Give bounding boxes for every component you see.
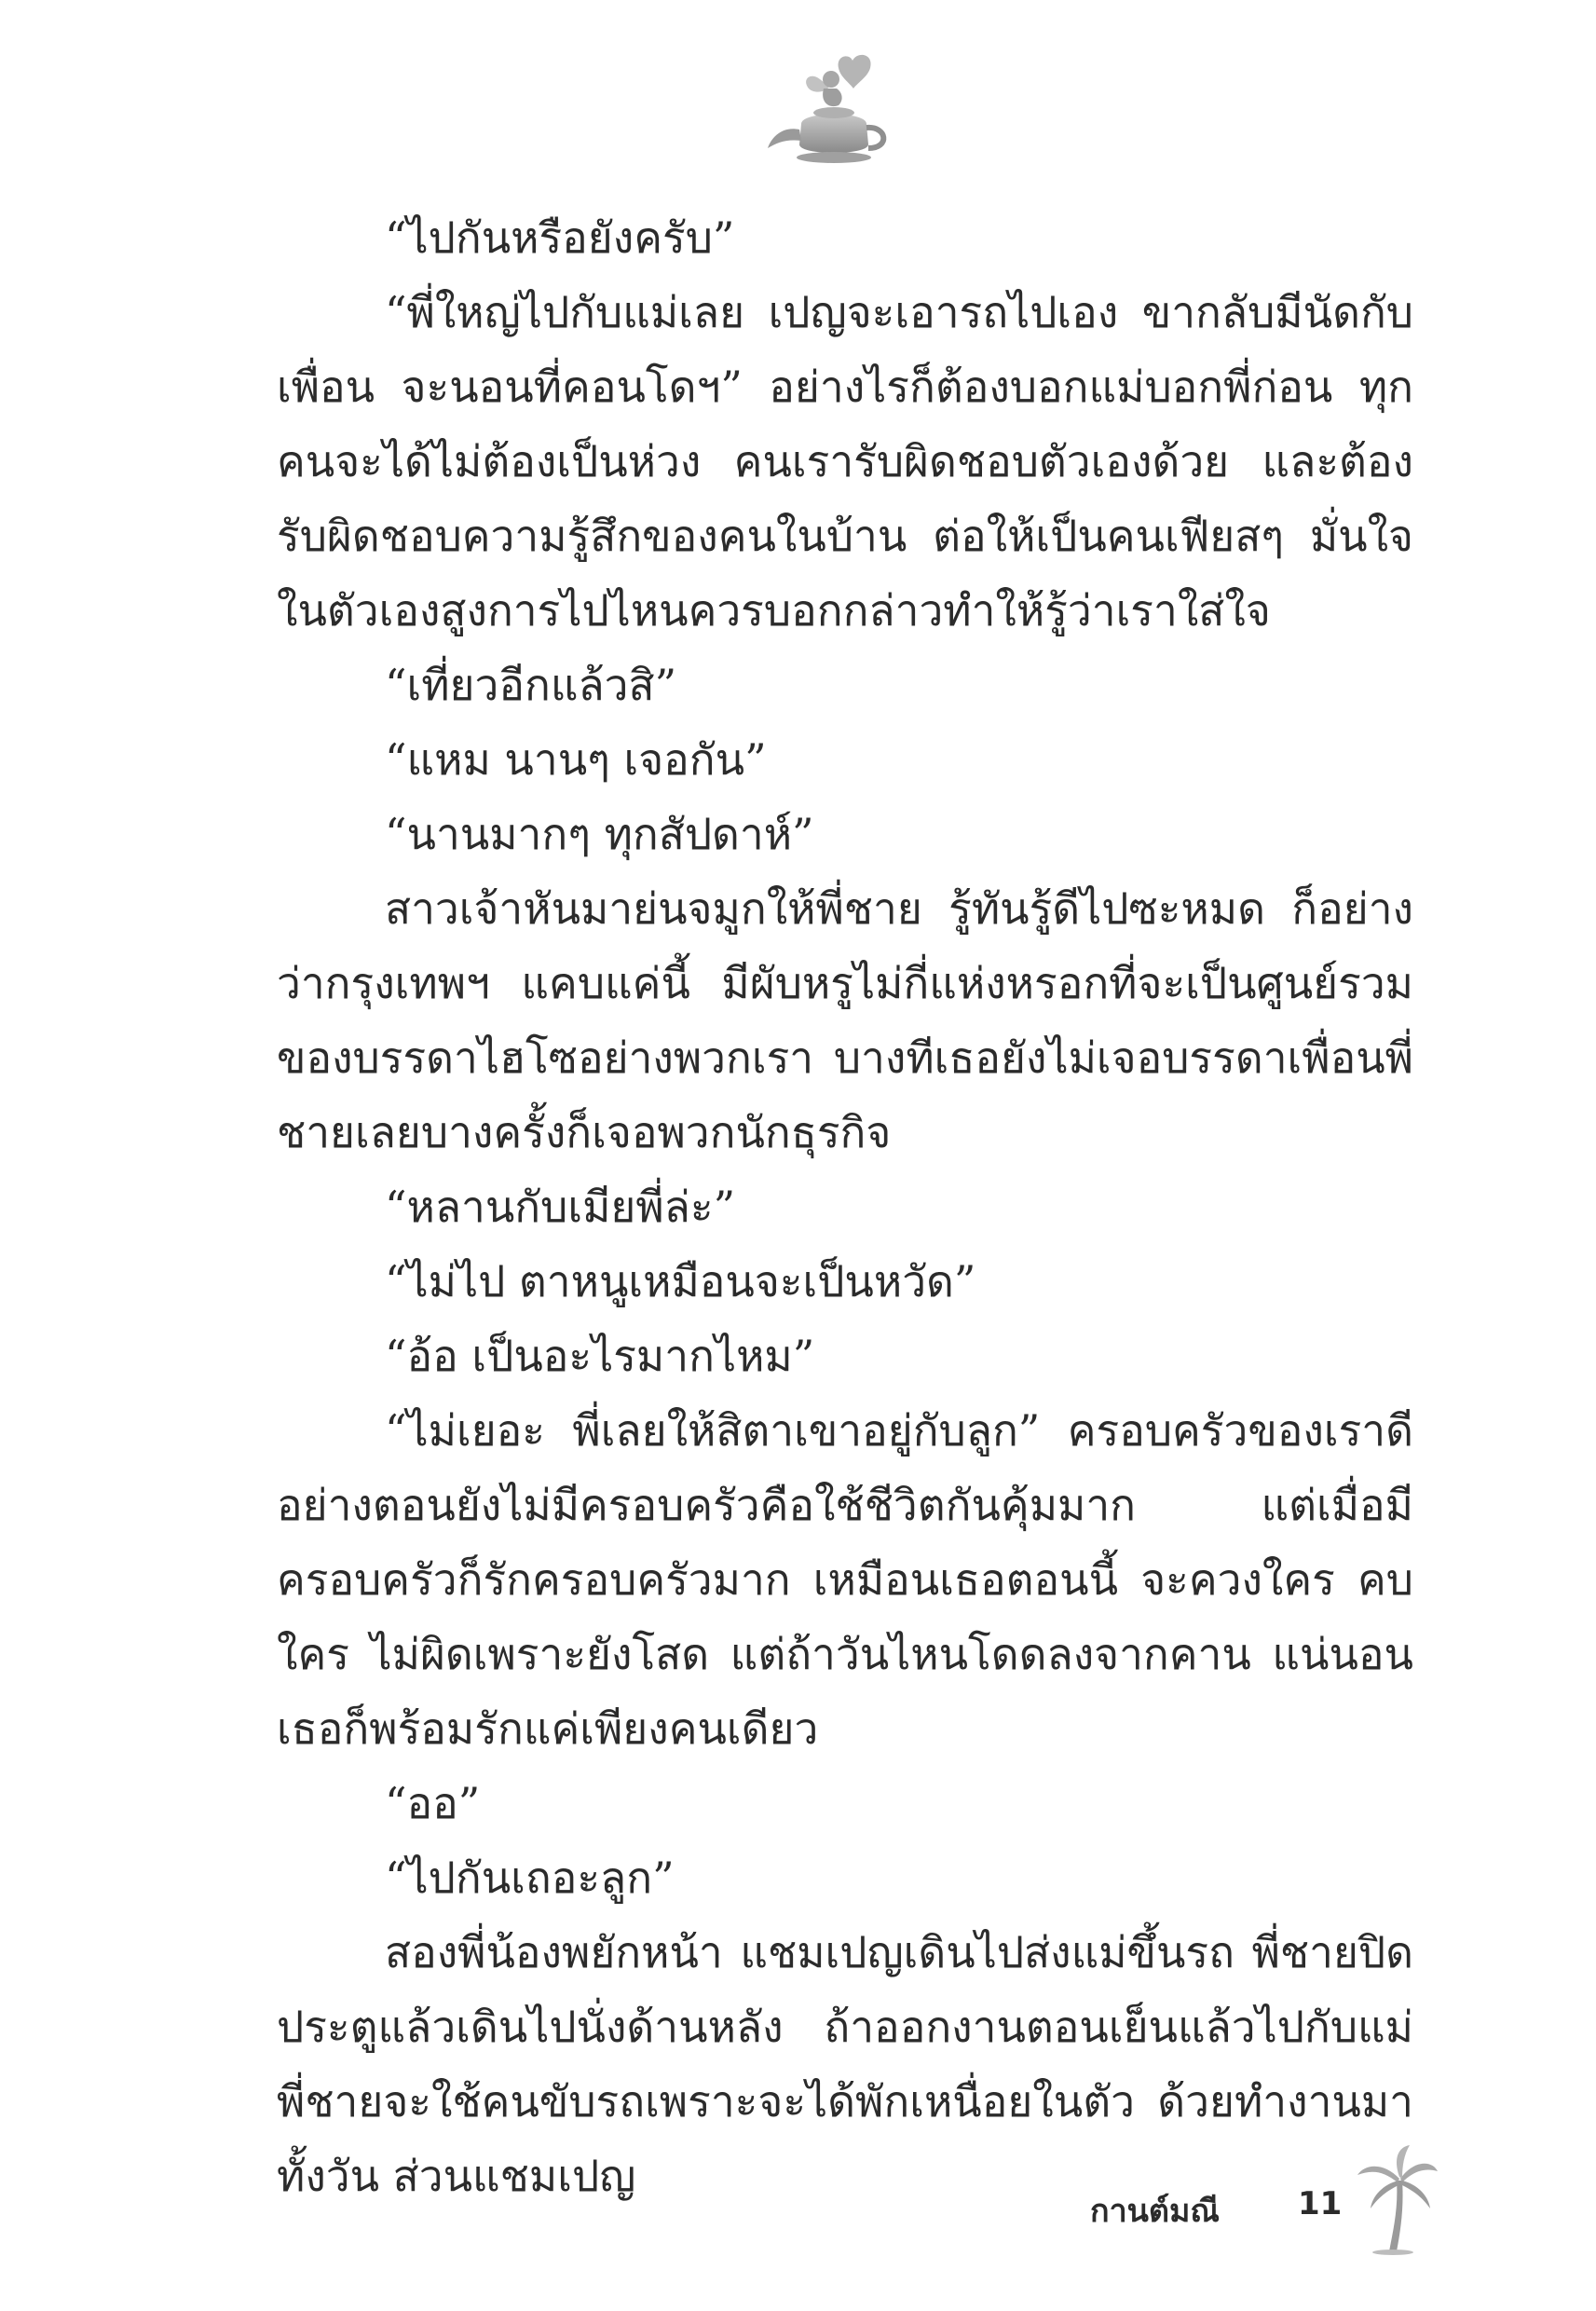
palm-tree-icon [1356,2143,1439,2255]
paragraph: “ไม่เยอะ พี่เลยให้สิตาเขาอยู่กับลูก” ครอบครัวของเราดีอย่างตอนยังไม่มีครอบครัวคือใช้ชีวิตกันคุ้มมาก แต่เมื่อมีครอบครัวก็รักครอบครัวมาก เหมือนเธอตอนนี้ จะควงใคร คบใคร ไม่ผิดเพราะยังโสด แต่ถ้าวันไหนโดดลงจากคาน แน่นอนเธอก็พร้อมรักแค่เพียงคนเดียว [277,1405,1413,1754]
dialogue-line: “ไม่ไป ตาหนูเหมือนจะเป็นหวัด” [385,1256,976,1306]
dialogue-line: “แหม นานๆ เจอกัน” [385,734,767,785]
paragraph: สองพี่น้องพยักหน้า แชมเปญเดินไปส่งแม่ขึ้นรถ พี่ชายปิดประตูแล้วเดินไปนั่งด้านหลัง ถ้าออกงานตอนเย็นแล้วไปกับแม่ พี่ชายจะใช้คนขับรถเพราะจะได้พักเหนื่อยในตัว ด้วยทำงานมาทั้งวัน ส่วนแชมเปญ [277,1927,1413,2201]
body-text [277,200,1413,2213]
dialogue-line: “ไปกันเถอะลูก” [385,1853,675,1903]
dialogue-line: “นานมากๆ ทุกสัปดาห์” [385,809,814,859]
dialogue-line: “หลานกับเมียพี่ล่ะ” [385,1182,736,1232]
dialogue-line: “ไปกันหรือยังครับ” [385,212,735,263]
page-number: 11 [1298,2185,1343,2222]
dialogue-line: “ออ” [385,1778,481,1828]
paragraph: สาวเจ้าหันมาย่นจมูกให้พี่ชาย รู้ทันรู้ดีไปซะหมด ก็อย่างว่ากรุงเทพฯ แคบแค่นี้ มีผับหรูไม่กี่แห่งหรอกที่จะเป็นศูนย์รวมของบรรดาไฮโซอย่างพวกเรา บางทีเธอยังไม่เจอบรรดาเพื่อนพี่ชายเลยบางครั้งก็เจอพวกนักธุรกิจ [277,883,1413,1157]
footer-book-title: กานต์มณี [1090,2193,1220,2230]
dialogue-line: “เที่ยวอีกแล้วสิ” [385,660,677,710]
paragraph: “พี่ใหญ่ไปกับแม่เลย เปญจะเอารถไปเอง ขากลับมีนัดกับเพื่อน จะนอนที่คอนโดฯ” อย่างไรก็ต้องบอกแม่บอกพี่ก่อน ทุกคนจะได้ไม่ต้องเป็นห่วง คนเรารับผิดชอบตัวเองด้วย และต้องรับผิดชอบความรู้สึกของคนในบ้าน ต่อให้เป็นคนเฟียสๆ มั่นใจในตัวเองสูงการไปไหนควรบอกกล่าวทำให้รู้ว่าเราใส่ใจ [277,287,1413,636]
dialogue-line: “อ้อ เป็นอะไรมากไหม” [385,1331,815,1381]
teapot-cherub-ornament-icon [764,51,904,172]
